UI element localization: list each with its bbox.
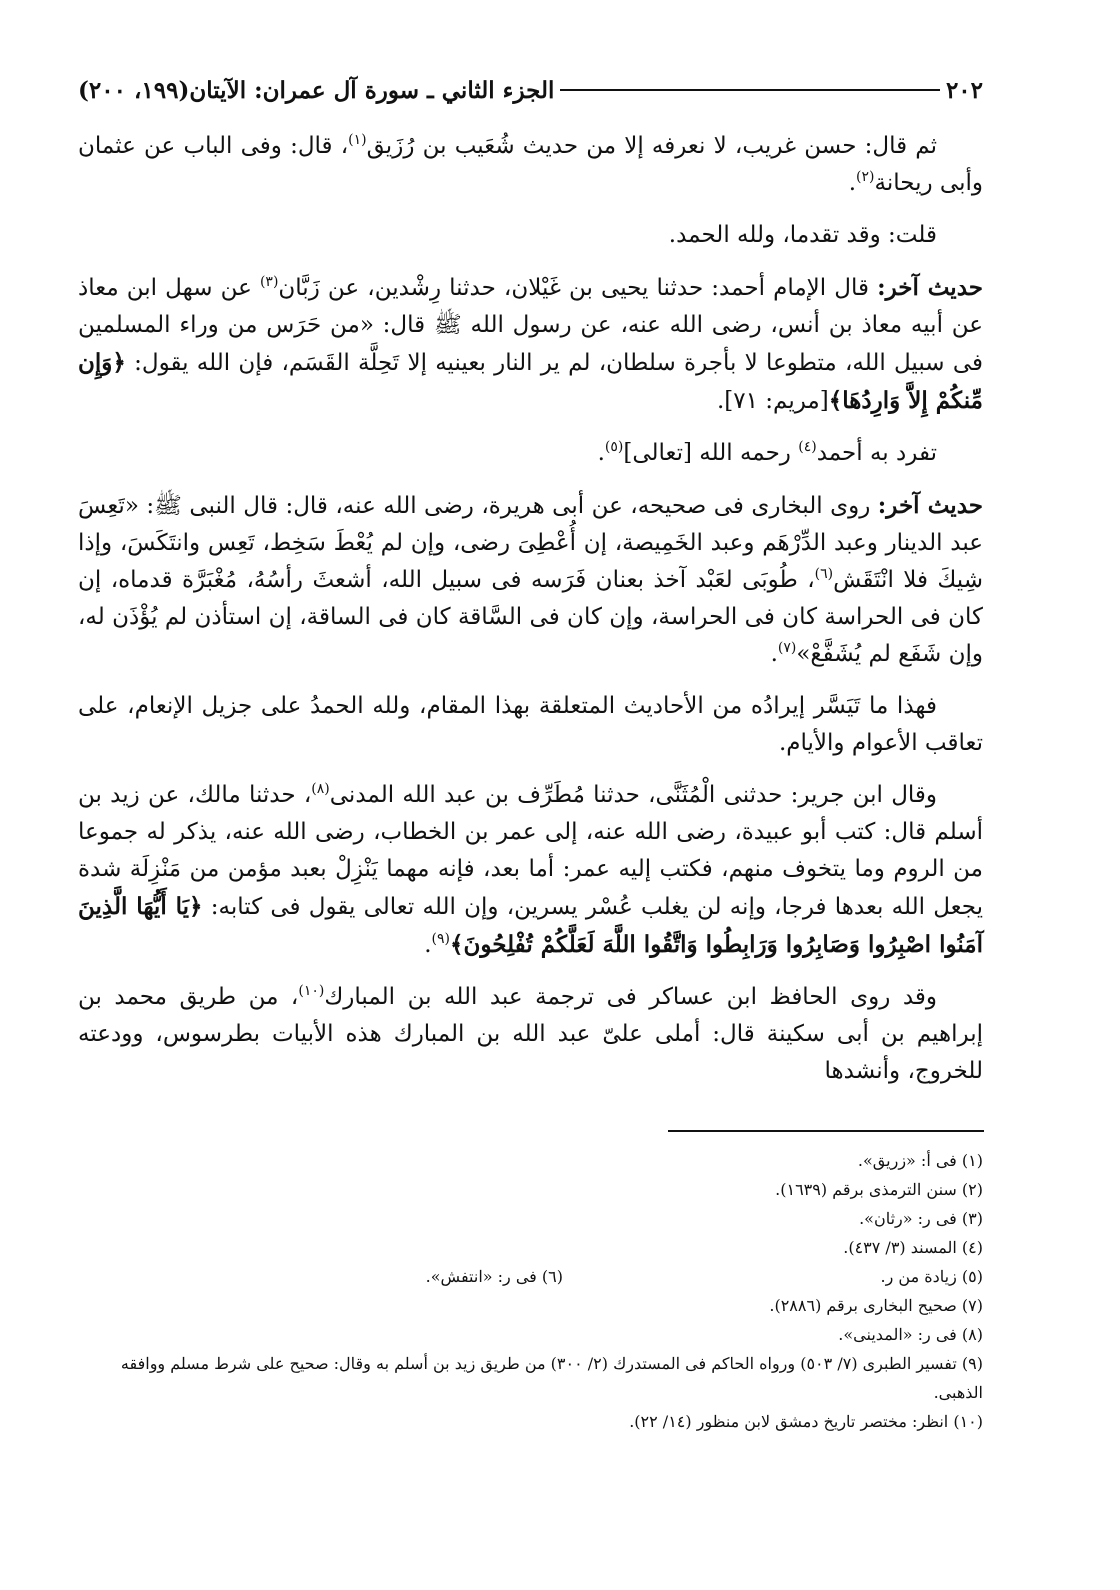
text: وقد روى الحافظ ابن عساكر فى ترجمة عبد الله بن المبارك bbox=[324, 984, 937, 1010]
text: تفرد به أحمد bbox=[816, 440, 937, 466]
footnote-ref-6[interactable]: (٦) bbox=[814, 566, 834, 582]
text: ، حدثنا مالك، عن زيد بن أسلم قال: كتب أبو عبيدة، رضى الله عنه، إلى عمر بن الخطاب، رضى الله عنه، يذكر له جموعا من الروم وما يتخوف منهم، فكتب إليه عمر: أما بعد، فإنه مهما يَنْزِلْ بعبد مؤمن من مَنْزِلَة شدة يجعل الله بعدها فرجا، وإنه لن يغلب عُسْر يسرين، وإن الله تعالى يقول فى كتابه: bbox=[78, 782, 984, 920]
page-number: ٢٠٢ bbox=[945, 76, 983, 104]
footnotes bbox=[78, 1146, 983, 1436]
running-title: الجزء الثاني ـ سورة آل عمران: الآيتان(١٩٩، ٢٠٠) bbox=[78, 76, 555, 104]
paragraph-2 bbox=[78, 217, 983, 254]
text: عن سهل ابن معاذ عن أبيه معاذ بن أنس، رضى الله عنه، عن رسول الله ﷺ قال: «من حَرَس من وراء المسلمين فى سبيل الله، متطوعا لا بأجرة سلطان، لم ير النار بعينيه إلا تَحِلَّة القَسَم، فإن الله يقول: bbox=[78, 275, 983, 376]
text: ، من طريق محمد بن إبراهيم بن أبى سكينة قال: أملى علىّ عبد الله بن المبارك هذه الأبيات بطرسوس، وودعته للخروج، وأنشدها bbox=[78, 984, 983, 1084]
text: قال الإمام أحمد: حدثنا يحيى بن غَيْلان، حدثنا رِشْدين، عن زَبَّان bbox=[278, 275, 878, 301]
paragraph-1 bbox=[78, 128, 983, 202]
footnote-ref-5[interactable]: (٥) bbox=[604, 439, 624, 455]
footnote-8: (٨) فى ر: «المدينى». bbox=[838, 1325, 983, 1344]
footnote-4: (٤) المسند (٣/ ٤٣٧). bbox=[843, 1238, 983, 1257]
text: ، قال: وفى الباب عن عثمان وأبى ريحانة bbox=[78, 133, 983, 196]
text: . bbox=[424, 932, 432, 958]
footnote-ref-2[interactable]: (٢) bbox=[856, 169, 875, 185]
text: وقال ابن جرير: حدثنى الْمُثَنَّى، حدثنا مُطَرِّف بن عبد الله المدنى bbox=[329, 782, 938, 808]
section-lead: حديث آخر: bbox=[877, 492, 983, 519]
footnote-7: (٧) صحيح البخارى برقم (٢٨٨٦). bbox=[769, 1296, 983, 1315]
footnote-ref-3[interactable]: (٣) bbox=[259, 274, 279, 290]
text: رحمه الله [تعالى] bbox=[623, 440, 799, 466]
footnote-9: (٩) تفسير الطبرى (٧/ ٥٠٣) ورواه الحاكم فى المستدرك (٢/ ٣٠٠) من طريق زيد بن أسلم به وقال: صحيح على شرط مسلم ووافقه الذهبى. bbox=[120, 1354, 983, 1402]
footnote-1: (١) فى أ: «زريق». bbox=[857, 1151, 983, 1170]
footnote-ref-10[interactable]: (١٠) bbox=[298, 983, 325, 999]
header-rule bbox=[560, 89, 940, 91]
quran-quote: ﴿وَإِن مِّنكُمْ إِلاَّ وَارِدُهَا﴾ bbox=[78, 349, 983, 414]
paragraph-6 bbox=[78, 688, 983, 762]
text: روى البخارى فى صحيحه، عن أبى هريرة، رضى الله عنه، قال: قال النبى ﷺ: «تَعِسَ عبد الدينار وعبد الدِّرْهَم وعبد الخَمِيصة، إن أُعْطِىَ رضى، وإن لم يُعْطَ سَخِط، تَعِس وانتَكَسَ، وإذا شِيكَ فلا انْتَقَش bbox=[78, 493, 983, 593]
quran-quote: ﴿يَا أَيُّهَا الَّذِينَ آمَنُوا اصْبِرُوا وَصَابِرُوا وَرَابِطُوا وَاتَّقُوا اللَّهَ لَعَلَّكُمْ تُفْلِحُونَ﴾ bbox=[78, 893, 983, 958]
text: ، طُوبَى لعَبْد آخذ بعنان فَرَسه فى سبيل الله، أشعثَ رأسُهُ، مُغْبَرَّة قدماه، إن كان فى الحراسة كان فى الحراسة، وإن كان فى السَّاقة كان فى الساقة، إن استأذن لم يُؤْذَن له، وإن شَفَع لم يُشَفَّعْ» bbox=[78, 567, 983, 667]
footnote-5: (٥) زيادة من ر. bbox=[880, 1267, 983, 1286]
footnote-ref-8[interactable]: (٨) bbox=[311, 781, 330, 797]
footnote-ref-1[interactable]: (١) bbox=[348, 132, 367, 148]
paragraph-5 bbox=[78, 487, 983, 673]
footnote-3: (٣) فى ر: «رثان». bbox=[859, 1209, 983, 1228]
footnote-separator bbox=[668, 1130, 984, 1132]
text: فهذا ما تَيَسَّر إيرادُه من الأحاديث المتعلقة بهذا المقام، ولله الحمدُ على جزيل الإنعام، على تعاقب الأعوام والأيام. bbox=[78, 693, 983, 756]
text: قلت: وقد تقدما، ولله الحمد. bbox=[668, 222, 937, 248]
footnote-6: (٦) فى ر: «انتفش». bbox=[425, 1267, 563, 1286]
section-lead: حديث آخر: bbox=[877, 274, 983, 301]
paragraph-4 bbox=[78, 435, 983, 472]
text: . bbox=[597, 440, 605, 466]
footnote-ref-7[interactable]: (٧) bbox=[777, 640, 797, 656]
running-header bbox=[78, 70, 983, 110]
paragraph-8 bbox=[78, 979, 983, 1090]
text: [مريم: ٧١]. bbox=[716, 388, 829, 414]
paragraph-3 bbox=[78, 269, 983, 420]
footnote-ref-4[interactable]: (٤) bbox=[798, 439, 817, 455]
footnote-10: (١٠) انظر: مختصر تاريخ دمشق لابن منظور (١٤/ ٢٢). bbox=[629, 1412, 983, 1431]
footnote-2: (٢) سنن الترمذى برقم (١٦٣٩). bbox=[775, 1180, 983, 1199]
text: ثم قال: حسن غريب، لا نعرفه إلا من حديث شُعَيب بن رُزَيق bbox=[366, 133, 937, 159]
paragraph-7 bbox=[78, 777, 983, 964]
text: . bbox=[770, 641, 778, 667]
footnote-ref-9[interactable]: (٩) bbox=[431, 931, 450, 947]
footnote-row bbox=[78, 1262, 983, 1291]
page bbox=[78, 70, 983, 1105]
main-text bbox=[78, 128, 983, 1090]
text: . bbox=[848, 170, 857, 196]
